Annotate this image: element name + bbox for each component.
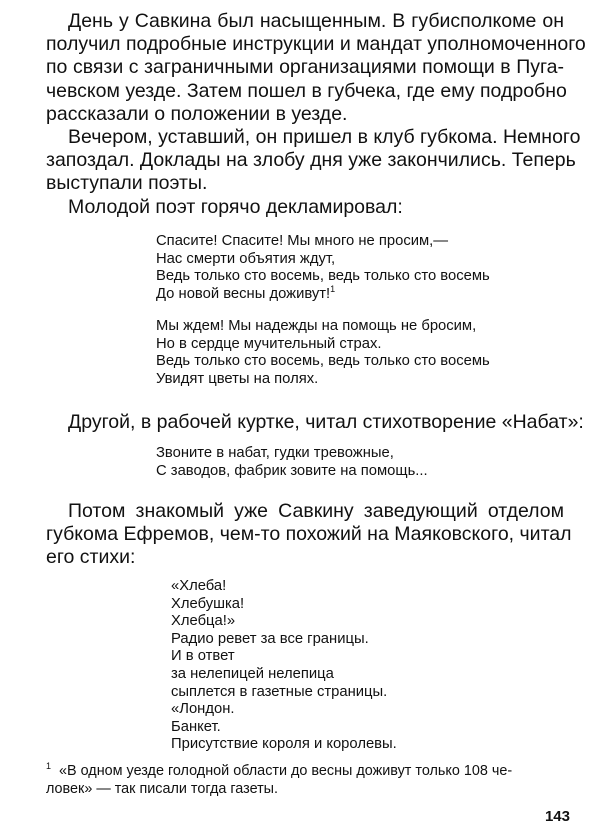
- paragraph-line: Молодой поэт горячо декламировал:: [68, 196, 403, 218]
- poem-1-stanza-2: [156, 318, 556, 388]
- paragraph-line: губкома Ефремов, чем-то похожий на Маяковского, читал: [46, 523, 572, 546]
- verse-line: Присутствие короля и королевы.: [171, 736, 397, 753]
- poem-3: [171, 578, 551, 754]
- page-number: 143: [544, 808, 570, 825]
- verse-line: И в ответ: [171, 648, 235, 665]
- paragraph-line: Вечером, уставший, он пришел в клуб губкома. Немного: [68, 126, 581, 148]
- verse-line: Но в сердце мучительный страх.: [156, 335, 382, 352]
- footnote-marker: 1: [330, 283, 336, 294]
- paragraph-line: Другой, в рабочей куртке, читал стихотворение «Набат»:: [68, 411, 584, 433]
- verse-line: [156, 283, 556, 304]
- paragraph-line: чевском уезде. Затем пошел в губчека, где ему подробно: [46, 79, 567, 102]
- verse-line: Звоните в набат, гудки тревожные,: [156, 445, 394, 461]
- verse-line: Радио ревет за все границы.: [171, 630, 369, 647]
- paragraph-1: [46, 10, 586, 126]
- footnote-marker: 1: [46, 761, 52, 772]
- poem-1-stanza-1: [156, 233, 556, 303]
- paragraph-line: получил подробные инструкции и мандат уполномоченного: [46, 33, 586, 56]
- paragraph-2: [46, 126, 581, 196]
- verse-line: Хлебца!»: [171, 613, 236, 630]
- verse-line: Спасите! Спасите! Мы много не просим,—: [156, 233, 449, 249]
- paragraph-line: запоздал. Доклады на злобу дня уже закончились. Теперь: [46, 149, 576, 172]
- footnote-line: ловек» — так писали тогда газеты.: [46, 781, 279, 797]
- verse-line: Увидят цветы на полях.: [156, 370, 319, 387]
- paragraph-3: [46, 196, 564, 219]
- verse-line: Банкет.: [171, 718, 221, 735]
- paragraph-4: [46, 411, 584, 434]
- paragraph-line: рассказали о положении в уезде.: [46, 102, 348, 125]
- verse-line: «Хлеба!: [171, 578, 227, 594]
- verse-line: «Лондон.: [171, 701, 235, 718]
- paragraph-line: День у Савкина был насыщенным. В губисполкоме он: [68, 10, 564, 32]
- footnote-text: «В одном уезде голодной области до весны доживут только 108 че-: [59, 763, 513, 779]
- verse-line: С заводов, фабрик зовите на помощь...: [156, 462, 428, 479]
- paragraph-line: его стихи:: [46, 546, 136, 569]
- verse-line-text: До новой весны доживут!: [156, 285, 331, 302]
- verse-line: Нас смерти объятия ждут,: [156, 250, 336, 267]
- verse-line: за нелепицей нелепица: [171, 665, 334, 682]
- poem-2: [156, 445, 556, 480]
- verse-line: Ведь только сто восемь, ведь только сто восемь: [156, 353, 490, 370]
- footnote: [46, 762, 564, 798]
- verse-line: Мы ждем! Мы надежды на помощь не бросим,: [156, 318, 477, 334]
- footnote-line: [46, 762, 564, 780]
- paragraph-5: [46, 500, 572, 570]
- paragraph-line: по связи с заграничными организациями помощи в Пуга-: [46, 56, 564, 79]
- verse-line: сыплется в газетные страницы.: [171, 683, 388, 700]
- verse-line: Ведь только сто восемь, ведь только сто восемь: [156, 268, 490, 285]
- verse-line: Хлебушка!: [171, 595, 245, 612]
- paragraph-line: Потом знакомый уже Савкину заведующий отделом: [68, 500, 564, 522]
- paragraph-line: выступали поэты.: [46, 172, 208, 195]
